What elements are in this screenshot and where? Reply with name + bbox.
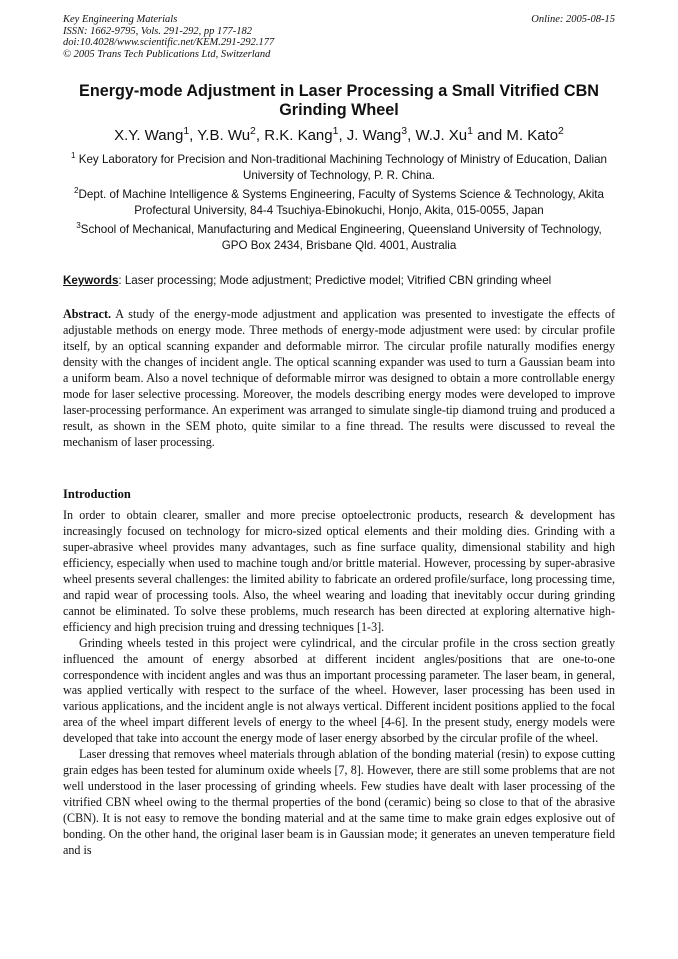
paragraph: Grinding wheels tested in this project were cylindrical, and the circular profile in the cross section greatly influenced the amount of energy absorbed at different incident angles/positions that are one-to-one correspondence with incident angles and was thus an important processing parameter. The laser beam, in general, was applied vertically with respect to the surface of the wheel. However, laser processing has been used in various applications, and the incident angle is not always vertical. Different incident positions applied to the focal area of the wheel impart different levels of energy to the wheel [4-6]. In the present study, energy models were developed that take into account the energy mode of laser energy absorbed by the circular profile of the wheel.: [63, 635, 615, 746]
author-name: X.Y. Wang: [114, 127, 184, 144]
author-separator: ,: [189, 127, 198, 144]
author-affil-number: 3: [401, 125, 408, 137]
author-affil-number: 1: [332, 125, 339, 137]
author-affil-number: 2: [558, 125, 564, 137]
author-list: [63, 127, 615, 145]
author-separator: ,: [255, 127, 265, 144]
author-name: M. Kato: [506, 127, 559, 144]
affiliation-text: Key Laboratory for Precision and Non-traditional Machining Technology of Ministry of Education, Dalian University of Technology, P. R. China.: [75, 153, 607, 182]
section-heading: Introduction: [63, 487, 131, 501]
author-name: Y.B. Wu: [197, 127, 251, 144]
author-affil-number: 1: [183, 125, 190, 137]
abstract: [63, 307, 615, 451]
introduction-body: [63, 508, 615, 859]
affiliation-text: Dept. of Machine Intelligence & Systems Engineering, Faculty of Systems Science & Technology, Akita Profectural University, 84-4 Tsuchiya-Ebinokuchi, Honjo, Akita, 015-0055, Japan: [78, 188, 604, 217]
abstract-label: Abstract.: [63, 307, 112, 321]
paragraph: Laser dressing that removes wheel materials through ablation of the bonding material (resin) to expose cutting grain edges has been tested for aluminum oxide wheels [7, 8]. However, there are still some problems that are not well understood in the laser processing of grinding wheels. Few studies have dealt with laser processing of the vitrified CBN wheel owing to the thermal properties of the bond (ceramic) being so close to that of the abrasive (CBN). It is not easy to remove the bonding material and at the same time to make grain edges explosive out of bonding. On the other hand, the original laser beam is in Gaussian mode; it generates an uneven temperature field and is: [63, 747, 615, 858]
author-conjunction: and: [472, 127, 507, 144]
copyright-line: © 2005 Trans Tech Publications Ltd, Switzerland: [63, 48, 271, 60]
author-name: R.K. Kang: [264, 127, 333, 144]
journal-header: [63, 14, 274, 60]
author-separator: ,: [407, 127, 416, 144]
author-name: J. Wang: [346, 127, 402, 144]
author-name: W.J. Xu: [415, 127, 468, 144]
keywords-label: Keywords: [63, 274, 119, 287]
online-date: Online: 2005-08-15: [531, 14, 615, 25]
keywords: [63, 273, 615, 288]
author-affil-number: 2: [250, 125, 256, 137]
abstract-text: A study of the energy-mode adjustment and application was presented to investigate the effects of adjustable methods on energy mode. Three methods of energy-mode adjustment were used: by circular profile itself, by an optical scanning expander and deformable mirror. The circular profile naturally modifies energy density with the changes of incident angle. The optical scanning expander was used to turn a Gaussian beam into a uniform beam. Also a novel technique of deformable mirror was designed to obtain a more controllable energy mode for laser selective processing. Moreover, the models describing energy modes were developed to improve laser-processing performance. An experiment was arranged to simulate single-tip diamond truing and produced a result, as shown in the SEM photo, quite similar to a fine thread. The results were discussed to reveal the mechanism of laser processing.: [63, 307, 615, 449]
affiliation: [63, 222, 615, 253]
affiliation-number: 3: [76, 221, 81, 231]
paragraph: In order to obtain clearer, smaller and more precise optoelectronic products, research & development has increasingly focused on technology for micro-sized optical elements and their molding dies. Grinding with a super-abrasive wheel provides many advantages, such as fine surface quality, dimensional stability and high efficiency, especially when used to machine tough and/or brittle material. However, processing by super-abrasive wheel presents several challenges: the limited ability to fabricate an ordered profile/surface, long processing time, and rapid wear of processing tools. Also, the wheel wearing and loading that inevitably occur during grinding cannot be eliminated. To solve these problems, much research has been directed at exploring alternative high-efficiency and high precision truing and dressing techniques [1-3].: [63, 508, 615, 634]
affiliation: [63, 152, 615, 183]
author-separator: ,: [338, 127, 347, 144]
paper-title: Energy-mode Adjustment in Laser Processing a Small Vitrified CBN Grinding Wheel: [79, 82, 599, 119]
affiliation: [63, 187, 615, 218]
issn-line: ISSN: 1662-9795, Vols. 291-292, pp 177-182: [63, 25, 252, 37]
journal-name: Key Engineering Materials: [63, 14, 178, 25]
affiliation-number: 1: [71, 151, 76, 161]
affiliation-text: School of Mechanical, Manufacturing and Medical Engineering, Queensland University of Technology, GPO Box 2434, Brisbane Qld. 4001, Australia: [80, 223, 602, 252]
keywords-text: : Laser processing; Mode adjustment; Predictive model; Vitrified CBN grinding wheel: [118, 274, 552, 287]
doi-line: doi:10.4028/www.scientific.net/KEM.291-292.177: [63, 37, 275, 49]
author-affil-number: 1: [467, 125, 473, 137]
affiliation-number: 2: [74, 186, 79, 196]
